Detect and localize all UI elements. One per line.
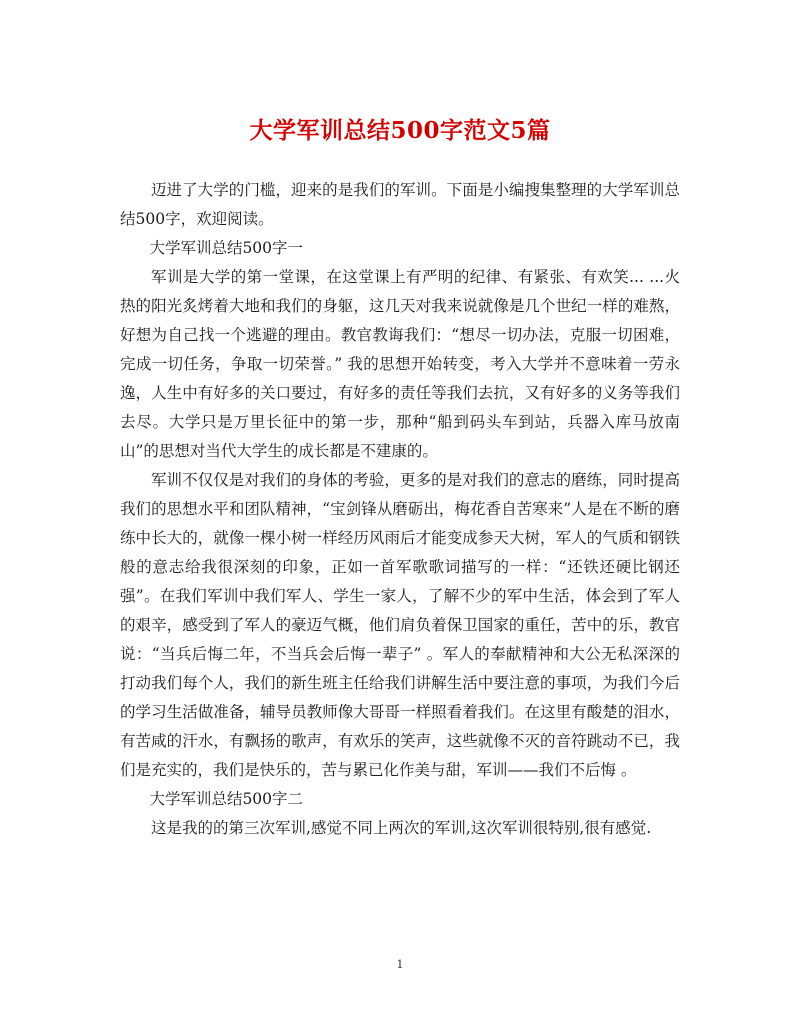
body-paragraph: 这是我的的第三次军训,感觉不同上两次的军训,这次军训很特别,很有感觉. xyxy=(151,819,652,837)
section-heading-2: 大学军训总结500字二 xyxy=(149,790,304,808)
document-title: 大学军训总结500字范文5篇 xyxy=(249,117,551,144)
body-paragraph: 军训不仅仅是对我们的身体的考验，更多的是对我们的意志的磨练，同时提高我们的思想水平和团队精神，“宝剑锋从磨砺出，梅花香自苦寒来”人是在不断的磨练中长大的，就像一棵小树一样经历风雨后才能变成参天大树，军人的气质和钢铁般的意志给我很深刻的印象，正如一首军歌歌词描写的一样：“还铁还硬比钢还强”。在我们军训中我们军人、学生一家人，了解不少的军中生活，体会到了军人的艰辛，感受到了军人的豪迈气概，他们肩负着保卫国家的重任，苦中的乐，教官说：“当兵后悔二年，不当兵会后悔一辈子” 。军人的奉献精神和大公无私深深的打动我们每个人，我们的新生班主任给我们讲解生活中要注意的事项，为我们今后的学习生活做准备，辅导员教师像大哥哥一样照看着我们。在这里有酸楚的泪水，有苦咸的汗水，有飘扬的歌声，有欢乐的笑声，这些就像不灭的音符跳动不已，我们是充实的，我们是快乐的，苦与累已化作美与甜，军训——我们不后悔 。 xyxy=(120,471,680,779)
section-heading-1: 大学军训总结500字一 xyxy=(149,239,304,257)
intro-paragraph: 迈进了大学的门槛，迎来的是我们的军训。下面是小编搜集整理的大学军训总结500字，欢迎阅读。 xyxy=(120,181,680,228)
document-body xyxy=(120,176,680,843)
page-number: 1 xyxy=(396,958,404,971)
body-paragraph: 军训是大学的第一堂课，在这堂课上有严明的纪律、有紧张、有欢笑... ...火热的阳光炙烤着大地和我们的身躯，这几天对我来说就像是几个世纪一样的难熬，好想为自己找一个逃避的理由。教官教诲我们：“想尽一切办法，克服一切困难，完成一切任务，争取一切荣誉。” 我的思想开始转变，考入大学并不意味着一劳永逸，人生中有好多的关口要过，有好多的责任等我们去抗，又有好多的义务等我们去尽。大学只是万里长征中的第一步，那种“船到码头车到站，兵器入库马放南山”的思想对当代大学生的成长都是不建康的。 xyxy=(120,268,680,460)
